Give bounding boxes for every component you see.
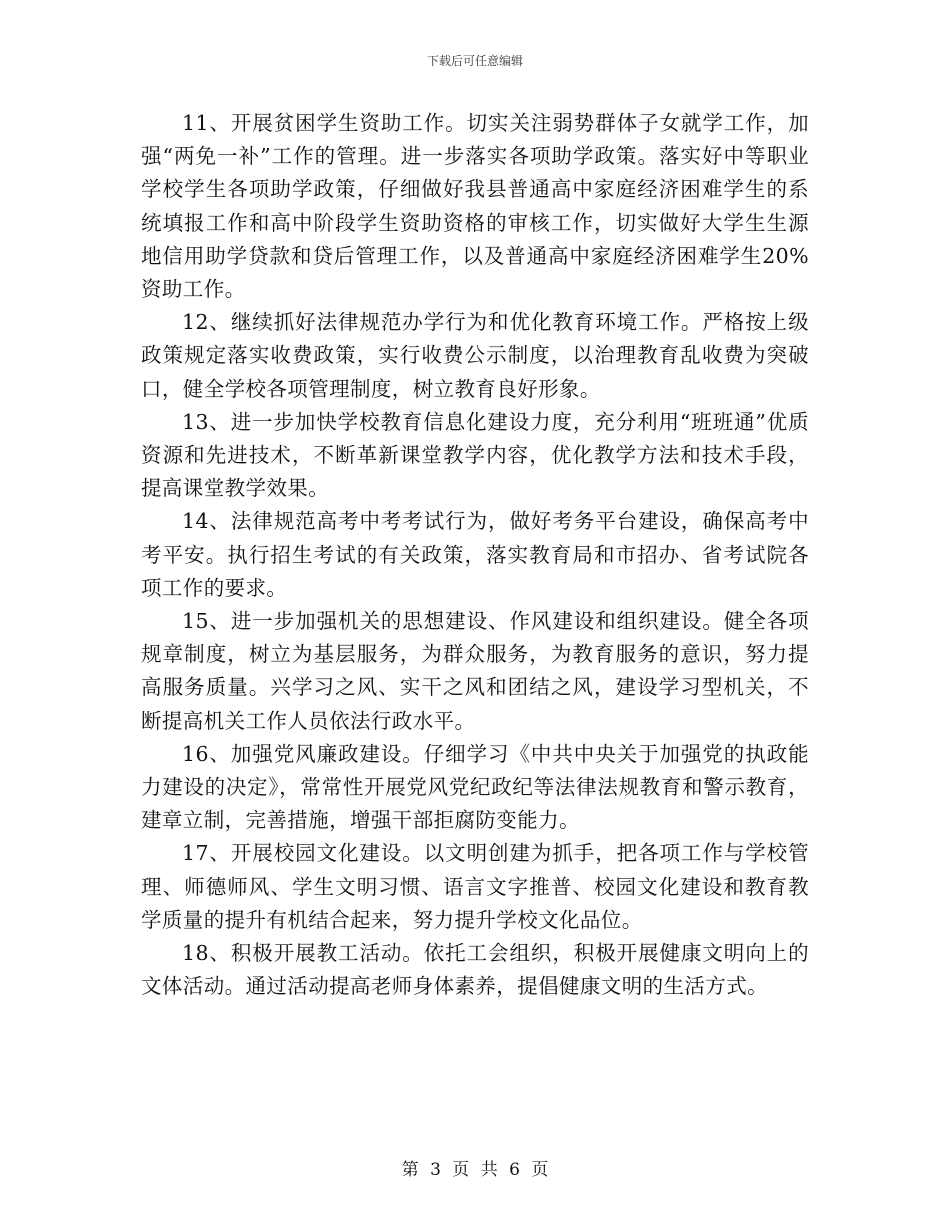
paragraph-14: 14、法律规范高考中考考试行为，做好考务平台建设，确保高考中考平安。执行招生考试的有关政策，落实教育局和市招办、省考试院各项工作的要求。 <box>141 509 809 600</box>
paragraph-17: 17、开展校园文化建设。以文明创建为抓手，把各项工作与学校管理、师德师风、学生文明习惯、语言文字推普、校园文化建设和教育教学质量的提升有机结合起来，努力提升学校文化品位。 <box>141 841 809 932</box>
page-number-footer: 第 3 页 共 6 页 <box>401 1160 549 1180</box>
paragraph-11: 11、开展贫困学生资助工作。切实关注弱势群体子女就学工作，加强“两免一补”工作的管理。进一步落实各项助学政策。落实好中等职业学校学生各项助学政策，仔细做好我县普通高中家庭经济困难学生的系统填报工作和高中阶段学生资助资格的审核工作，切实做好大学生生源地信用助学贷款和贷后管理工作，以及普通高中家庭经济困难学生20%资助工作。 <box>141 111 809 302</box>
document-body <box>141 107 809 1003</box>
paragraph-15: 15、进一步加强机关的思想建设、作风建设和组织建设。健全各项规章制度，树立为基层服务，为群众服务，为教育服务的意识，努力提高服务质量。兴学习之风、实干之风和团结之风，建设学习型机关，不断提高机关工作人员依法行政水平。 <box>141 609 809 733</box>
paragraph-16: 16、加强党风廉政建设。仔细学习《中共中央关于加强党的执政能力建设的决定》，常常性开展党风党纪政纪等法律法规教育和警示教育，建章立制，完善措施，增强干部拒腐防变能力。 <box>141 741 809 833</box>
paragraph-13: 13、进一步加快学校教育信息化建设力度，充分利用“班班通”优质资源和先进技术，不断革新课堂教学内容，优化教学方法和技术手段，提高课堂教学效果。 <box>141 409 809 501</box>
paragraph-18: 18、积极开展教工活动。依托工会组织，积极开展健康文明向上的文体活动。通过活动提高老师身体素养，提倡健康文明的生活方式。 <box>141 941 809 999</box>
page-header-note: 下载后可任意编辑 <box>426 54 523 68</box>
paragraph-12: 12、继续抓好法律规范办学行为和优化教育环境工作。严格按上级政策规定落实收费政策，实行收费公示制度，以治理教育乱收费为突破口，健全学校各项管理制度，树立教育良好形象。 <box>141 310 809 401</box>
